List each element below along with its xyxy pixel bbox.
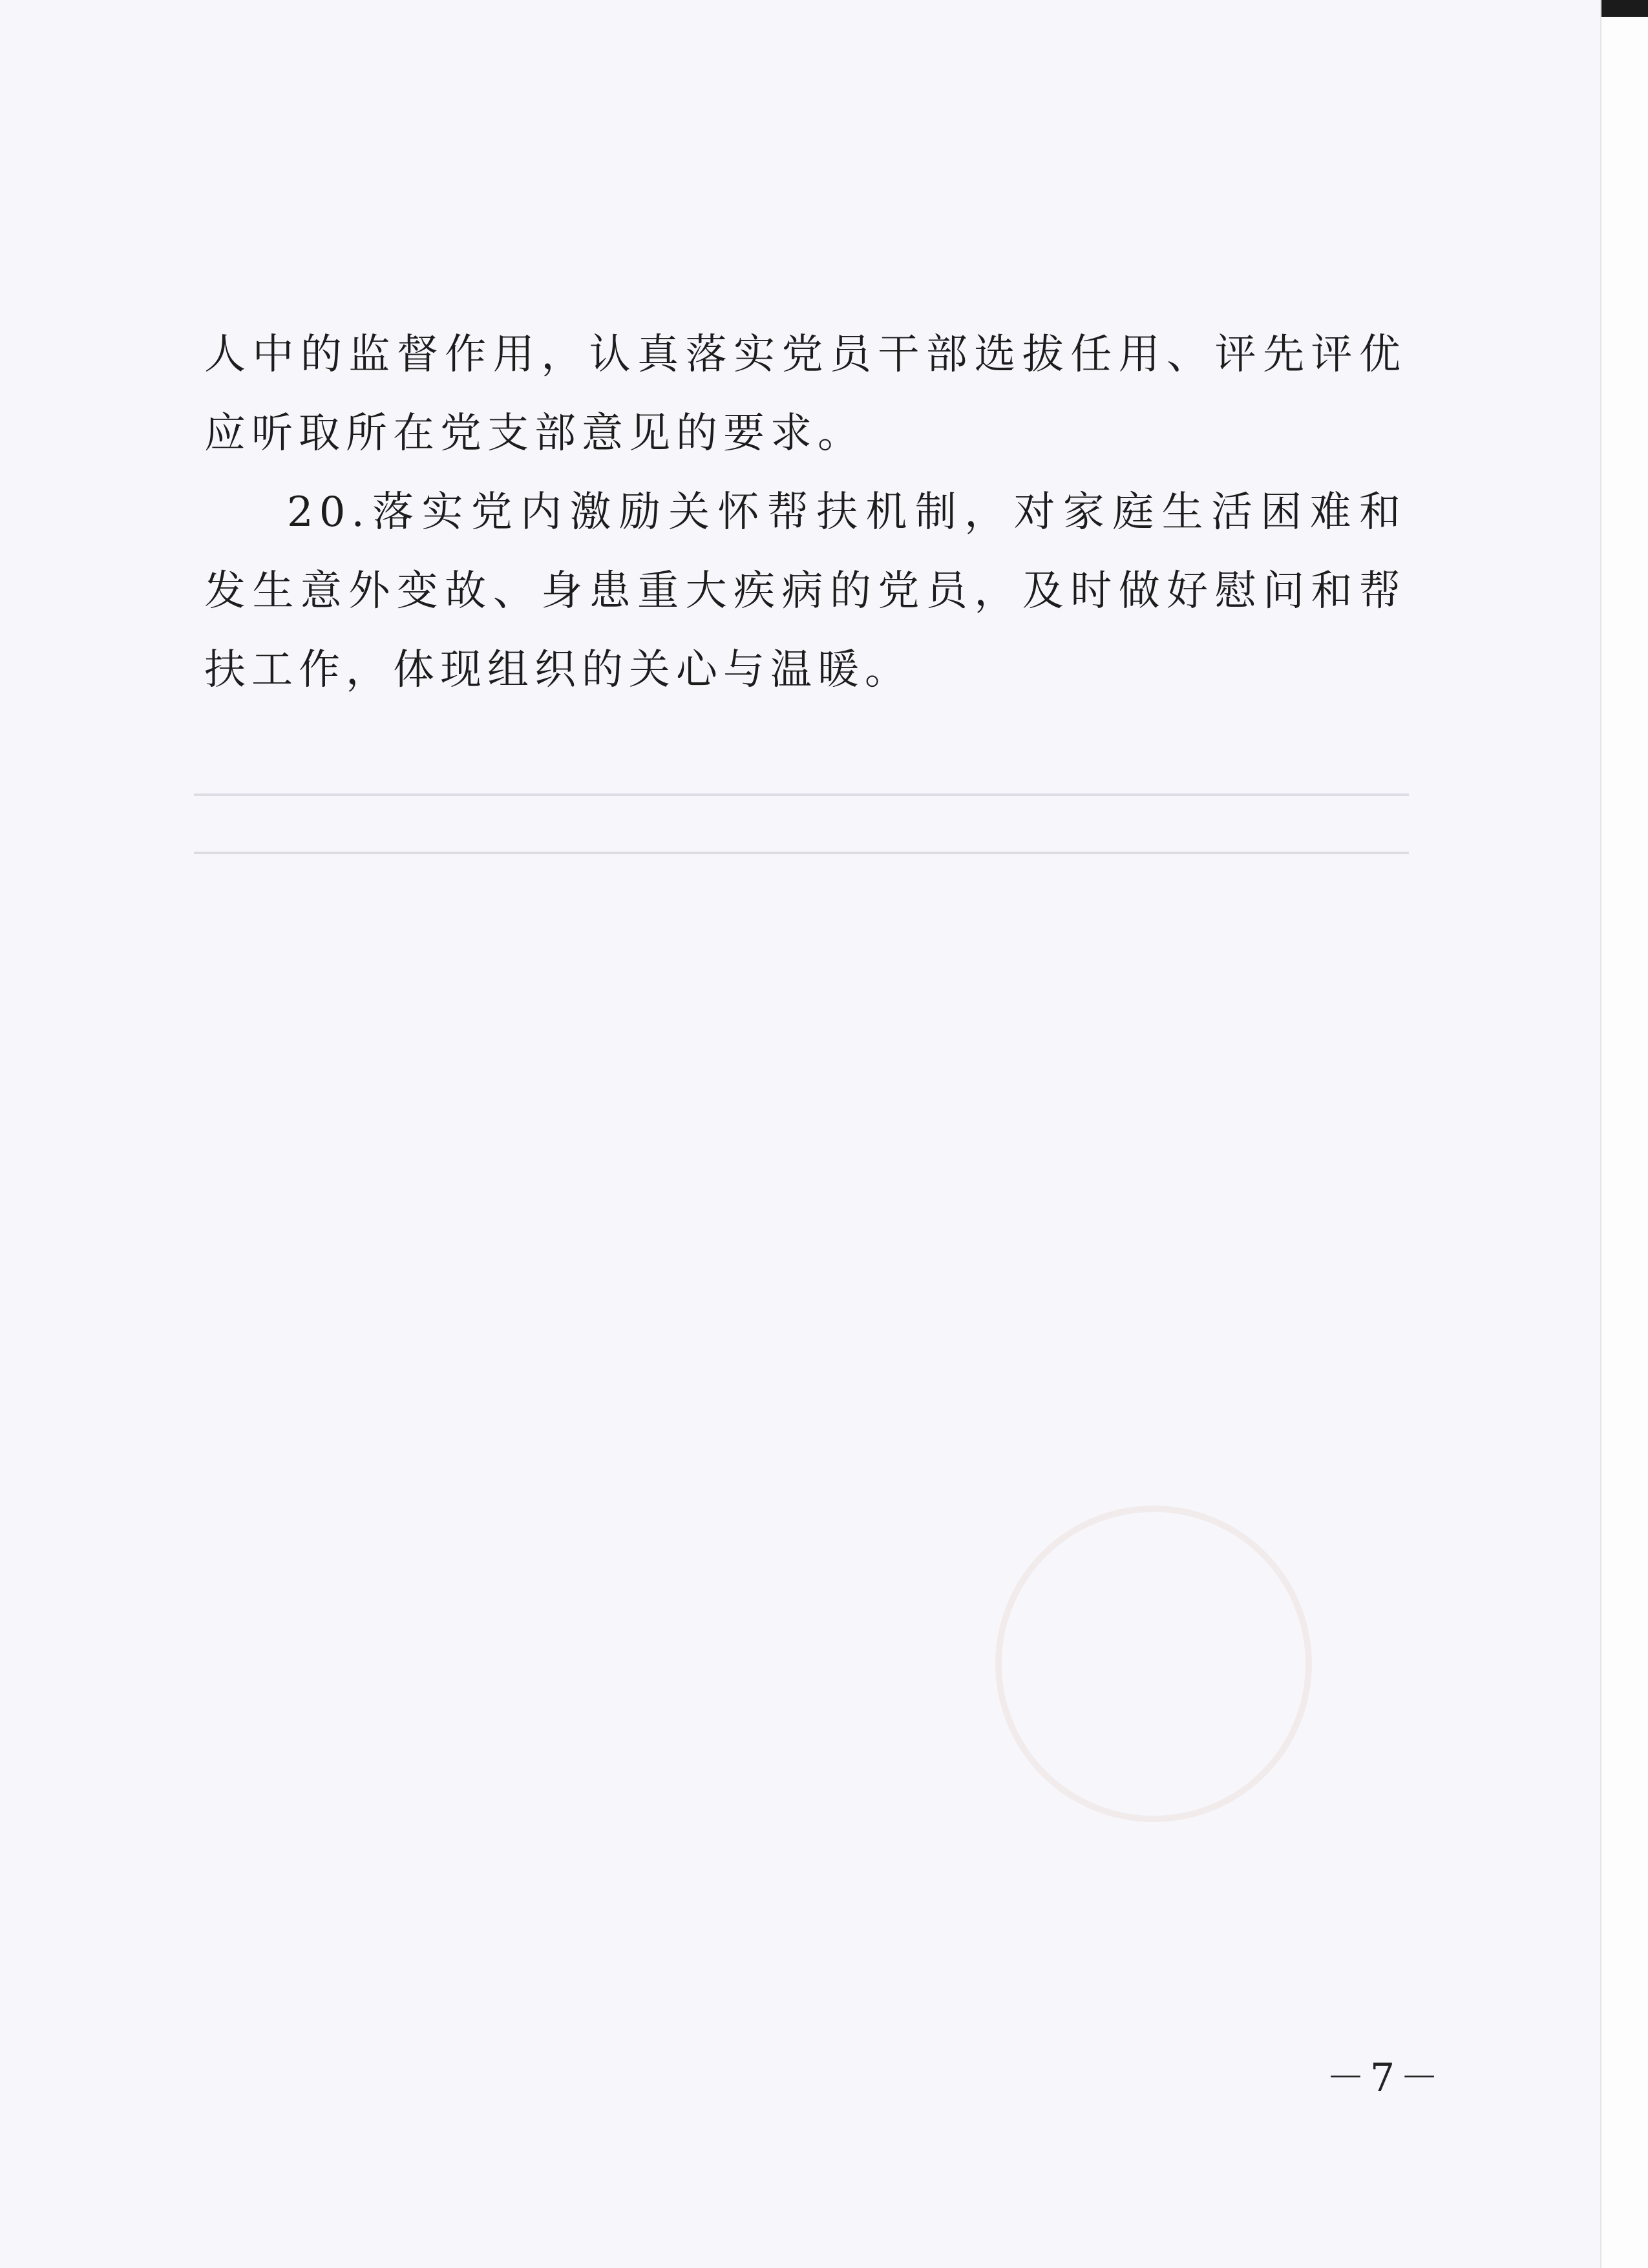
bleed-through-rule [194, 852, 1409, 854]
page-number: －7－ [1326, 2055, 1444, 2101]
scanner-edge-strip [1600, 0, 1648, 2268]
scanner-corner-mark [1601, 0, 1648, 17]
paragraph-item-20: 20.落实党内激励关怀帮扶机制，对家庭生活困难和发生意外变故、身患重大疾病的党员，及时做好慰问和帮扶工作，体现组织的关心与温暖。 [204, 488, 1406, 694]
body-text [204, 315, 1406, 709]
paragraph-continuation: 人中的监督作用，认真落实党员干部选拔任用、评先评优应听取所在党支部意见的要求。 [204, 331, 1406, 457]
bleed-through-seal [995, 1506, 1312, 1822]
bleed-through-rule [194, 793, 1409, 796]
